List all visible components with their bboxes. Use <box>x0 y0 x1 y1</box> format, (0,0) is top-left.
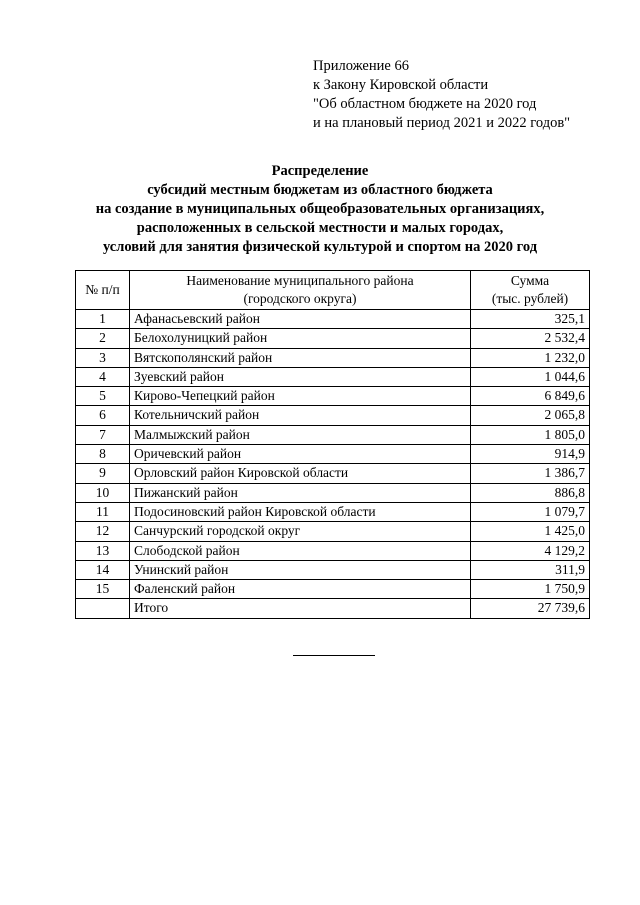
table-header <box>76 271 590 310</box>
row-num: 2 <box>76 329 130 348</box>
appendix-line: к Закону Кировской области <box>313 77 489 93</box>
header-sum-line2: (тыс. рублей) <box>491 291 569 306</box>
row-num: 6 <box>76 406 130 425</box>
row-name: Унинский район <box>130 560 471 579</box>
row-sum: 1 805,0 <box>471 425 590 444</box>
row-name: Пижанский район <box>130 483 471 502</box>
row-name: Вятскополянский район <box>130 348 471 367</box>
table-row <box>76 541 590 560</box>
closing-rule <box>293 655 375 656</box>
row-sum: 1 044,6 <box>471 367 590 386</box>
header-row <box>76 271 590 310</box>
row-name: Зуевский район <box>130 367 471 386</box>
table-row <box>76 464 590 483</box>
row-num: 14 <box>76 560 130 579</box>
row-name: Малмыжский район <box>130 425 471 444</box>
table-row <box>76 483 590 502</box>
row-num: 12 <box>76 522 130 541</box>
row-num: 10 <box>76 483 130 502</box>
table-body <box>76 310 590 619</box>
row-sum: 886,8 <box>471 483 590 502</box>
row-num: 5 <box>76 387 130 406</box>
header-sum-line1: Сумма <box>510 272 550 288</box>
row-sum: 1 386,7 <box>471 464 590 483</box>
table-row <box>76 367 590 386</box>
header-name-line2: (городского округа) <box>243 291 357 306</box>
row-num: 9 <box>76 464 130 483</box>
total-label: Итого <box>130 599 471 618</box>
row-sum: 914,9 <box>471 445 590 464</box>
row-num: 4 <box>76 367 130 386</box>
row-sum: 2 532,4 <box>471 329 590 348</box>
row-name: Котельничский район <box>130 406 471 425</box>
row-num: 8 <box>76 445 130 464</box>
row-num: 1 <box>76 310 130 329</box>
appendix-line: Приложение 66 <box>313 58 409 74</box>
table-row <box>76 445 590 464</box>
row-num: 13 <box>76 541 130 560</box>
row-num: 11 <box>76 502 130 521</box>
row-name: Кирово-Чепецкий район <box>130 387 471 406</box>
table-row <box>76 522 590 541</box>
row-name: Белохолуницкий район <box>130 329 471 348</box>
title-line: Распределение <box>271 163 369 179</box>
title-line: условий для занятия физической культурой и спортом на 2020 год <box>102 239 538 255</box>
table-row <box>76 580 590 599</box>
row-sum: 1 079,7 <box>471 502 590 521</box>
table-row <box>76 502 590 521</box>
row-sum: 1 750,9 <box>471 580 590 599</box>
row-sum: 1 232,0 <box>471 348 590 367</box>
row-name: Подосиновский район Кировской области <box>130 502 471 521</box>
title-line: на создание в муниципальных общеобразовательных организациях, <box>95 201 545 217</box>
appendix-line: "Об областном бюджете на 2020 год <box>313 96 537 112</box>
title-line: субсидий местным бюджетам из областного бюджета <box>147 182 493 198</box>
header-name-line1: Наименование муниципального района <box>186 272 414 288</box>
row-name: Оричевский район <box>130 445 471 464</box>
row-sum: 311,9 <box>471 560 590 579</box>
row-sum: 6 849,6 <box>471 387 590 406</box>
total-row <box>76 599 590 618</box>
table-row <box>76 560 590 579</box>
table-row <box>76 387 590 406</box>
row-sum: 4 129,2 <box>471 541 590 560</box>
row-sum: 325,1 <box>471 310 590 329</box>
appendix-line: и на плановый период 2021 и 2022 годов" <box>313 115 571 131</box>
row-name: Слободской район <box>130 541 471 560</box>
row-name: Фаленский район <box>130 580 471 599</box>
table-row <box>76 348 590 367</box>
table-row <box>76 329 590 348</box>
row-name: Афанасьевский район <box>130 310 471 329</box>
total-num <box>76 599 130 618</box>
row-sum: 2 065,8 <box>471 406 590 425</box>
row-num: 3 <box>76 348 130 367</box>
subsidy-table <box>75 270 590 619</box>
header-num: № п/п <box>76 271 130 310</box>
table-row <box>76 406 590 425</box>
header-name <box>130 271 471 310</box>
row-name: Орловский район Кировской области <box>130 464 471 483</box>
document-title <box>0 162 640 257</box>
title-line: расположенных в сельской местности и малых городах, <box>136 220 504 236</box>
row-num: 15 <box>76 580 130 599</box>
header-sum <box>471 271 590 310</box>
row-name: Санчурский городской округ <box>130 522 471 541</box>
table-row <box>76 310 590 329</box>
total-sum: 27 739,6 <box>471 599 590 618</box>
appendix-note <box>313 57 570 133</box>
row-num: 7 <box>76 425 130 444</box>
table-row <box>76 425 590 444</box>
row-sum: 1 425,0 <box>471 522 590 541</box>
